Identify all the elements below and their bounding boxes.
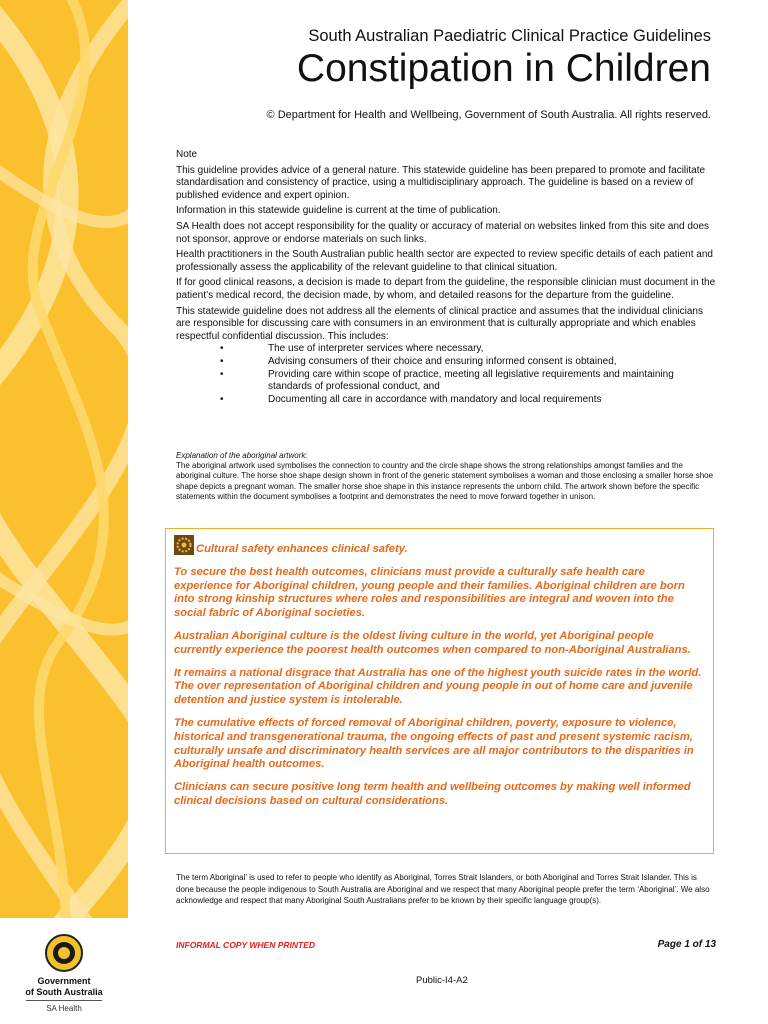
- note-section: [176, 149, 716, 406]
- note-heading: Note: [176, 149, 198, 160]
- decorative-sidebar: [0, 0, 128, 1024]
- note-paragraph: Health practitioners in the South Australian public health sector are expected to review specific details of each patient and professionally assess the applicability of the relevant guideline to that clinical situation.: [176, 249, 713, 273]
- note-paragraph: If for good clinical reasons, a decision is made to depart from the guideline, the responsible clinician must document in the patient’s medical record, the decision made, by whom, and detailed reasons for the departure from the guideline.: [176, 277, 716, 301]
- list-item-text: Documenting all care in accordance with mandatory and local requirements: [268, 393, 602, 405]
- security-classification: Public-I4-A2: [416, 975, 468, 986]
- list-item-text: Advising consumers of their choice and ensuring informed consent is obtained,: [268, 355, 617, 367]
- list-item: [176, 343, 716, 356]
- logo-line-1: Government: [37, 976, 91, 986]
- artwork-title: Explanation of the aboriginal artwork:: [176, 451, 308, 460]
- cultural-safety-heading: Cultural safety enhances clinical safety.: [196, 543, 408, 555]
- cultural-safety-paragraph: To secure the best health outcomes, clinicians must provide a culturally safe health care experience for Aboriginal children, young people and their families. Aboriginal children are born into strong kinship structures where roles and responsibilities are integral and woven into the social fabric of Aboriginal societies.: [174, 565, 685, 620]
- artwork-text: The aboriginal artwork used symbolises the connection to country and the circle shape shows the strong relationships amongst families and the aboriginal culture. The horse shoe shape design shown in front of the generic statement symbolises a woman and those enclosing a smaller horse shoe shape depicts a pregnant woman. The smaller horse shoe shape in this instance represents the unborn child. The artwork shown before the specific statements within the document symbolises a footprint and demonstrates the need to move forward together in unison.: [176, 461, 714, 501]
- list-item: [176, 356, 716, 369]
- cultural-safety-paragraph: It remains a national disgrace that Australia has one of the highest youth suicide rates in the world. The over representation of Aboriginal children and young people in out of home care and juvenile detention and justice system is intolerable.: [174, 666, 702, 707]
- crest-icon: [44, 932, 84, 974]
- bullet-icon: •: [220, 343, 224, 355]
- note-paragraph: This guideline provides advice of a general nature. This statewide guideline has been prepared to promote and facilitate standardisation and consistency of practice, using a multidisciplinary approach. The guideline is based on a review of published evidence and expert opinion.: [176, 164, 706, 201]
- bullet-icon: •: [220, 355, 224, 367]
- ribbon-pattern: [0, 0, 128, 1024]
- note-paragraph: This statewide guideline does not address all the elements of clinical practice and assumes that the individual clinicians are responsible for discussing care with consumers in an environment that is culturally appropriate and which enables respectful confidential discussion. This includes:: [176, 305, 703, 342]
- cultural-safety-paragraph: Australian Aboriginal culture is the oldest living culture in the world, yet Aboriginal people currently experience the poorest health outcomes when compared to non-Aboriginal Australians.: [174, 629, 691, 656]
- bullet-icon: •: [220, 368, 224, 380]
- aboriginal-artwork-icon: [174, 535, 194, 555]
- logo-divider: [26, 1000, 102, 1001]
- cultural-safety-box: [165, 528, 714, 854]
- list-item: [176, 369, 716, 394]
- list-item-text: Providing care within scope of practice, meeting all legislative requirements and maintaining standards of professional conduct, and: [268, 368, 674, 393]
- logo-line-2: of South Australia: [25, 987, 103, 997]
- note-paragraph: SA Health does not accept responsibility for the quality or accuracy of material on websites linked from this site and does not sponsor, approve or endorse materials on such links.: [176, 220, 710, 245]
- government-logo: [0, 918, 128, 1024]
- logo-line-3: SA Health: [46, 1004, 82, 1013]
- aboriginal-term-footnote: [176, 872, 716, 907]
- informal-copy-notice: INFORMAL COPY WHEN PRINTED: [176, 940, 315, 950]
- list-item: [176, 394, 716, 407]
- bullet-icon: •: [220, 393, 224, 405]
- practice-list: [176, 343, 716, 406]
- copyright-notice: © Department for Health and Wellbeing, Government of South Australia. All rights reserved.: [266, 109, 711, 121]
- document-title: Constipation in Children: [296, 47, 711, 90]
- list-item-text: The use of interpreter services where necessary,: [268, 343, 484, 355]
- footnote-text: The term Aboriginal’ is used to refer to people who identify as Aboriginal, Torres Strait Islanders, or both Aboriginal and Torres Strait Islander. This is done because the people indigenous to South Australia are Aboriginal and we respect that many Aboriginal people prefer the term ‘Aboriginal’. We also acknowledge and respect that many Aboriginal South Australians prefer to be known by their specific language group(s).: [176, 873, 710, 906]
- page-number: Page 1 of 13: [657, 939, 716, 950]
- cultural-safety-paragraph: The cumulative effects of forced removal of Aboriginal children, poverty, exposure to violence, historical and transgenerational trauma, the ongoing effects of past and present systemic racism, culturally unsafe and discriminatory health services are all major contributors to the disparities in Aboriginal health outcomes.: [174, 716, 694, 771]
- artwork-explanation: [176, 451, 716, 502]
- document-subtitle: South Australian Paediatric Clinical Practice Guidelines: [308, 27, 711, 45]
- note-paragraph: Information in this statewide guideline is current at the time of publication.: [176, 205, 501, 217]
- cultural-safety-paragraph: Clinicians can secure positive long term health and wellbeing outcomes by making well informed clinical decisions based on cultural considerations.: [174, 781, 691, 807]
